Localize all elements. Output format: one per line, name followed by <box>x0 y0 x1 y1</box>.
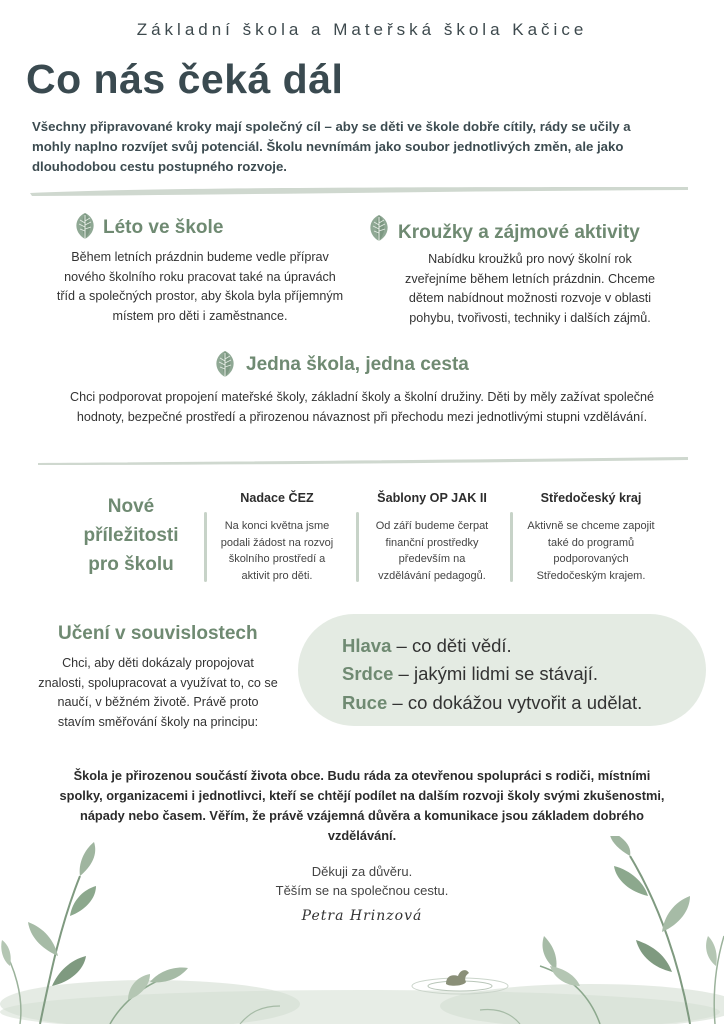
brush-divider <box>36 453 690 467</box>
text-line: spolky, organizacemi i jednotlivci, kteří se chtějí podílet na dalším rozvoji školy svými zkušenostmi, <box>59 788 665 803</box>
column-divider <box>204 512 207 582</box>
clubs-title: Kroužky a zájmové aktivity <box>398 222 640 243</box>
principle-hands <box>342 692 642 714</box>
one-school-title: Jedna škola, jedna cesta <box>246 354 469 375</box>
label-line: pro školu <box>88 554 174 575</box>
intro-paragraph <box>32 117 682 177</box>
kraj-heading: Středočeský kraj <box>540 491 642 505</box>
brush-divider <box>28 184 690 198</box>
summer-text <box>30 248 370 326</box>
text-line: hodnoty, bezpečné prostředí a přirozenou návaznost při přechodu mezi jednotlivými stupni vzdělávání. <box>76 409 648 424</box>
closing-paragraph <box>30 766 694 846</box>
text-line: finanční prostředky <box>385 536 479 549</box>
cez-text <box>212 518 342 584</box>
text-line: školního prostředí a <box>228 553 326 565</box>
signature: Petra Hrinzová <box>301 908 423 924</box>
jak-heading: Šablony OP JAK II <box>377 491 487 505</box>
summer-title: Léto ve škole <box>103 217 224 238</box>
text-line: vzdělávání. <box>327 828 397 843</box>
thanks-line: Děkuji za důvěru. <box>311 864 413 879</box>
one-school-text <box>20 388 704 427</box>
intro-line: dlouhodobou cestu postupného rozvoje. <box>32 159 287 174</box>
clubs-text <box>370 250 690 328</box>
text-line: tříd a společných prostor, aby škola byla příjemným <box>56 289 344 303</box>
text-line: pohybu, tvořivosti, techniky i dalších zájmů. <box>409 310 651 325</box>
text-line: místem pro děti i zaměstnance. <box>112 308 288 323</box>
text-line: Od září budeme čerpat <box>375 520 489 532</box>
text-line: Aktivně se chceme zapojit <box>527 520 655 532</box>
text-line: stavím směřování školy na principu: <box>57 714 259 729</box>
text-line: aktivit pro děti. <box>241 569 313 582</box>
principle-key: Hlava <box>342 635 392 656</box>
principle-text: – co děti vědí. <box>391 635 512 656</box>
jak-text <box>362 518 502 584</box>
label-line: příležitosti <box>83 525 179 546</box>
text-line: Během letních prázdnin budeme vedle příprav <box>71 250 329 264</box>
cez-heading: Nadace ČEZ <box>240 491 314 505</box>
leaf-icon <box>366 214 392 242</box>
principle-head <box>342 635 512 657</box>
text-line: především na <box>398 553 466 565</box>
text-line: Na konci května jsme <box>224 520 330 532</box>
principle-key: Ruce <box>342 692 388 713</box>
intro-line: Všechny připravované kroky mají společný cíl – aby se děti ve škole dobře cítily, rády se učily a <box>32 119 631 134</box>
principle-heart <box>342 663 598 685</box>
text-line: naučí, v běžném životě. Právě proto <box>57 695 259 709</box>
text-line: dětem nabídnout možnosti rozvoje v oblasti <box>408 291 652 305</box>
intro-line: mohly naplno rozvíjet svůj potenciál. Školu nevnímám jako soubor jednotlivých změn, ale jako <box>32 139 624 154</box>
column-divider <box>510 512 513 582</box>
column-divider <box>356 512 359 582</box>
text-line: Chci podporovat propojení mateřské školy, základní školy a školní družiny. Děti by měly zažívat společné <box>69 390 655 404</box>
text-line: podali žádost na rozvoj <box>220 536 334 549</box>
learning-text <box>18 654 298 732</box>
text-line: Škola je přirozenou součástí života obce. Budu ráda za otevřenou spolupráci s rodiči, místními <box>73 768 651 783</box>
leaf-icon <box>72 212 98 240</box>
principle-text: – jakými lidmi se stávají. <box>393 663 599 684</box>
text-line: zveřejníme během letních prázdnin. Chceme <box>405 271 655 286</box>
school-name: Základní škola a Mateřská škola Kačice <box>136 20 588 39</box>
opportunities-label <box>68 492 194 579</box>
text-line: znalosti, spolupracovat a využívat to, co se <box>38 675 278 690</box>
text-line: vzdělávání pedagogů. <box>378 569 486 582</box>
text-line: podporovaných <box>553 553 629 565</box>
kraj-text <box>516 518 666 584</box>
principle-text: – co dokážou vytvořit a udělat. <box>387 692 643 713</box>
principle-key: Srdce <box>342 663 394 684</box>
leaf-icon <box>212 350 238 378</box>
looking-forward-line: Těším se na společnou cestu. <box>275 883 449 898</box>
text-line: Středočeským krajem. <box>536 569 646 582</box>
text-line: také do programů <box>547 536 635 549</box>
text-line: Chci, aby děti dokázaly propojovat <box>62 656 254 670</box>
text-line: nápady nebo časem. Věřím, že právě vzájemná důvěra a komunikace jsou základem dobrého <box>80 808 644 823</box>
page-title: Co nás čeká dál <box>26 56 344 102</box>
label-line: Nové <box>107 496 155 517</box>
text-line: nového školního roku pracovat také na úpravách <box>64 269 336 284</box>
text-line: Nabídku kroužků pro nový školní rok <box>428 252 632 266</box>
learning-title: Učení v souvislostech <box>58 623 258 644</box>
